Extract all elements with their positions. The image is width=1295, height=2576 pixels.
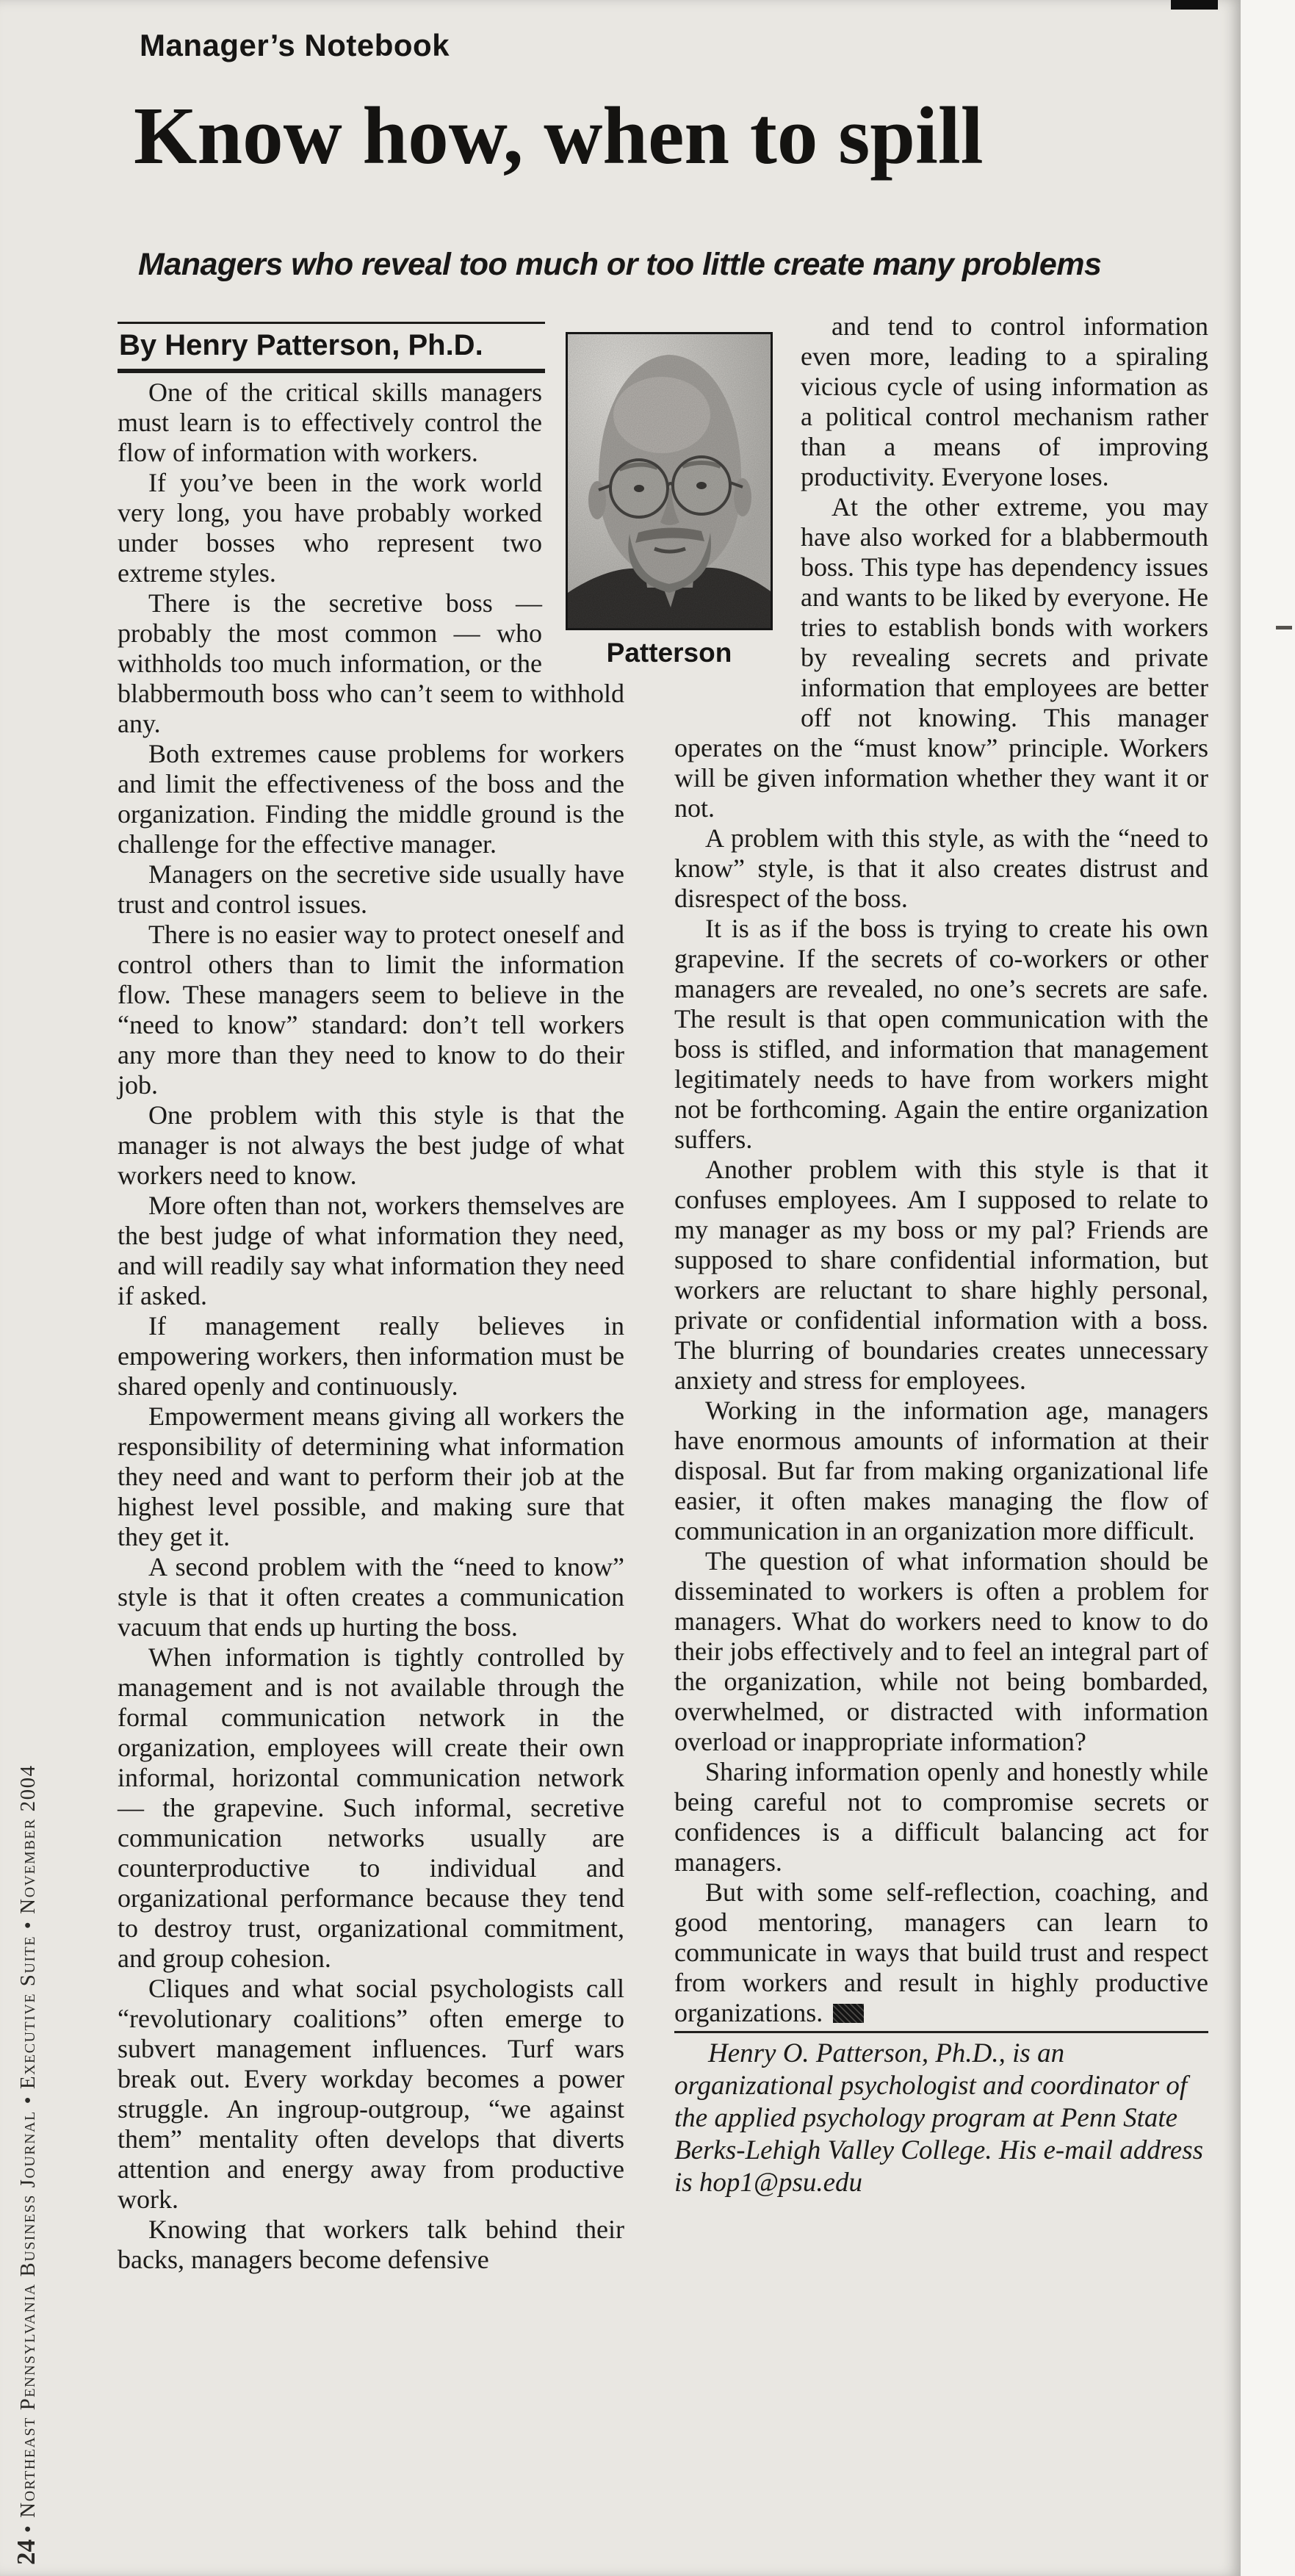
paragraph: One of the critical skills managers must learn is to effectively control the flow of information with workers.: [118, 378, 542, 467]
page-edge-folio: [12, 1764, 41, 2565]
scan-artifact: [1171, 0, 1218, 10]
subheadline: Managers who reveal too much or too little create many problems: [138, 247, 1102, 282]
paragraph: More often than not, workers themselves are the best judge of what information they need, and will readily say what information they need if asked.: [118, 1191, 624, 1310]
end-mark-icon: [833, 2004, 864, 2023]
paragraph: There is the secretive boss — probably the most common — who withholds too much information, or the blabbermouth boss who can’t seem to withhold any.: [118, 588, 624, 738]
photo-caption: Patterson: [606, 638, 732, 668]
headline: Know how, when to spill: [134, 91, 984, 181]
byline: By Henry Patterson, Ph.D.: [118, 322, 545, 373]
paragraph: One problem with this style is that the manager is not always the best judge of what workers need to know.: [118, 1100, 624, 1190]
bio-divider-rule: [674, 2031, 1208, 2033]
paragraph: Working in the information age, managers have enormous amounts of information at their disposal. But far from making organizational life easier, it often makes managing the flow of communication in an organization more difficult.: [674, 1396, 1208, 1545]
paragraph: If management really believes in empowering workers, then information must be shared openly and continuously.: [118, 1311, 624, 1401]
paragraph: A second problem with the “need to know” style is that it often creates a communication vacuum that ends up hurting the boss.: [118, 1552, 624, 1642]
paragraph: Cliques and what social psychologists call “revolutionary coalitions” often emerge to subvert management influences. Turf wars break out. Every workday becomes a power struggle. An ingroup-outgroup, “we against them” mentality often develops that diverts attention and energy away from productive work.: [118, 1974, 624, 2214]
page-number: 24: [12, 2539, 40, 2565]
paragraph: Sharing information openly and honestly while being careful not to compromise secrets or confidences is a difficult balancing act for managers.: [674, 1757, 1208, 1877]
paragraph: and tend to control information even more, leading to a spiraling vicious cycle of using information as a political control mechanism rather than a means of improving productivity. Everyone loses.: [801, 311, 1208, 491]
paragraph: Managers on the secretive side usually have trust and control issues.: [118, 859, 624, 919]
photo-wrap-spacer: [674, 311, 801, 708]
scan-artifact: [1276, 626, 1292, 629]
photo-wrap-spacer: [542, 322, 624, 674]
paragraph: But with some self-reflection, coaching, and good mentoring, managers can learn to communicate in ways that build trust and respect from workers and result in highly productive organizations.: [674, 1877, 1208, 2027]
paragraph: At the other extreme, you may have also worked for a blabbermouth boss. This type has dependency issues and wants to be liked by everyone. He tries to establish bonds with workers by revealing secrets and private information that employees are better off not knowing. This manager operates on the “must know” principle. Workers will be given information whether they want it or not.: [674, 492, 1208, 823]
article-column-2: [674, 311, 1208, 2199]
paragraph: There is no easier way to protect oneself and control others than to limit the information flow. These managers seem to believe in the “need to know” standard: don’t tell workers any more than they need to know to do their job.: [118, 920, 624, 1100]
paragraph: Another problem with this style is that it confuses employees. Am I supposed to relate to my manager as my boss or my pal? Friends are supposed to share confidential information, but workers are reluctant to share highly personal, private or confidential information with a boss. The blurring of boundaries creates unnecessary anxiety and stress for employees.: [674, 1155, 1208, 1395]
journal-title-strip: • Northeast Pennsylvania Business Journal • Executive Suite • November 2004: [16, 1764, 40, 2539]
paragraph: Both extremes cause problems for workers and limit the effectiveness of the boss and the organization. Finding the middle ground is the challenge for the effective manager.: [118, 739, 624, 859]
paragraph: Empowerment means giving all workers the responsibility of determining what information they need and want to perform their job at the highest level possible, and making sure that they get it.: [118, 1401, 624, 1551]
paragraph: If you’ve been in the work world very long, you have probably worked under bosses who represent two extreme styles.: [118, 468, 542, 588]
paragraph: When information is tightly controlled by management and is not available through the formal communication network in the organization, employees will create their own informal, horizontal communication network — the grapevine. Such informal, secretive communication networks usually are counterproductive to individual and organizational performance because they tend to destroy trust, organizational commitment, and group cohesion.: [118, 1642, 624, 1973]
paragraph: The question of what information should be disseminated to workers is often a problem for managers. What do workers need to know to do their jobs effectively and to feel an integral part of the organization, while not being bombarded, overwhelmed, or distracted with information overload or inappropriate information?: [674, 1546, 1208, 1756]
paragraph: It is as if the boss is trying to create his own grapevine. If the secrets of co-workers or other managers are revealed, no one’s secrets are safe. The result is that open communication with the boss is stifled, and information that management legitimately needs to have from workers might not be forthcoming. Again the entire organization suffers.: [674, 914, 1208, 1154]
article-column-1: [118, 322, 624, 2275]
paragraph: A problem with this style, as with the “need to know” style, is that it also creates distrust and disrespect of the boss.: [674, 823, 1208, 913]
author-bio: Henry O. Patterson, Ph.D., is an organizational psychologist and coordinator of the applied psychology program at Penn State Berks-Lehigh Valley College. His e-mail address is hop1@psu.edu: [674, 2038, 1204, 2198]
paragraph: Knowing that workers talk behind their backs, managers become defensive: [118, 2215, 624, 2274]
section-kicker: Manager’s Notebook: [140, 28, 450, 62]
